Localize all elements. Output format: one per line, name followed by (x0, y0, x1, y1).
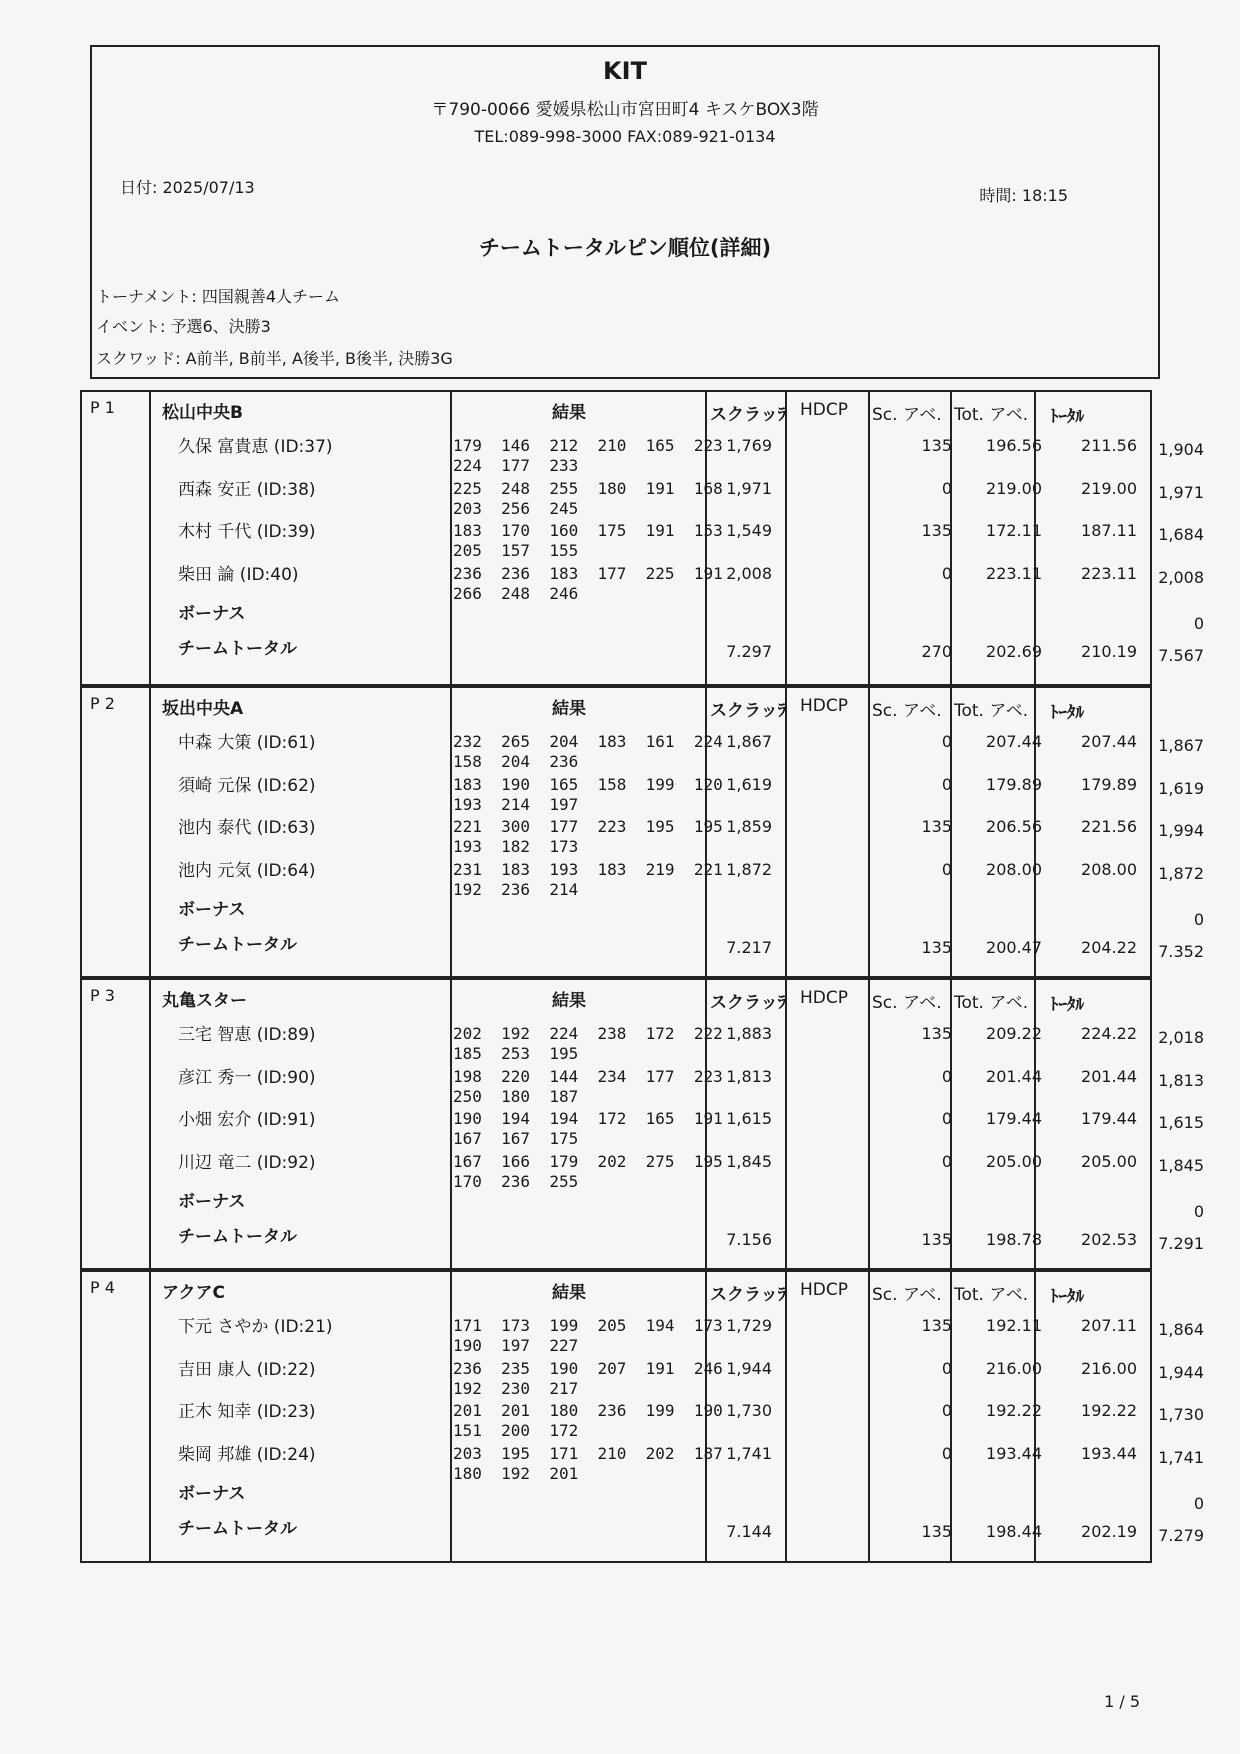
team-total-sc-avg: 202.69 (986, 642, 1042, 661)
event-info: イベント: 予選6、決勝3 (96, 317, 271, 336)
player-total: 1,730 (1158, 1405, 1204, 1424)
team-total-label: チームトータル (178, 639, 297, 659)
player-total: 2,008 (1158, 568, 1204, 587)
column-divider (450, 1272, 452, 1561)
team-name: 坂出中央A (162, 699, 244, 719)
team-total-sc-avg: 198.44 (986, 1522, 1042, 1541)
team-total-scratch: 7.144 (726, 1522, 772, 1541)
col-header-hdcp: HDCP (800, 696, 848, 716)
player-scratch: 1,729 (726, 1316, 772, 1335)
player-total: 1,615 (1158, 1113, 1204, 1132)
player-total: 1,872 (1158, 864, 1204, 883)
team-total-scratch: 7.156 (726, 1230, 772, 1249)
team-block (80, 978, 1204, 1270)
player-tot-avg: 179.89 (1081, 775, 1137, 794)
col-header-total: ﾄｰﾀﾙ (1050, 703, 1084, 723)
player-total: 1,904 (1158, 440, 1204, 459)
player-scratch: 2,008 (726, 564, 772, 583)
report-time: 時間: 18:15 (979, 186, 1068, 205)
company-address: 〒790-0066 愛媛県松山市宮田町4 キスケBOX3階 (431, 100, 819, 120)
player-game-scores: 202 192 224 238 172 222 185 253 195 (453, 1024, 723, 1063)
player-hdcp: 135 (921, 436, 952, 455)
player-hdcp: 135 (921, 521, 952, 540)
team-total-label: チームトータル (178, 935, 297, 955)
player-game-scores: 190 194 194 172 165 191 167 167 175 (453, 1109, 723, 1148)
player-hdcp: 0 (941, 1152, 952, 1171)
player-sc-avg: 192.22 (986, 1401, 1042, 1420)
page-number: 1 / 5 (1104, 1692, 1140, 1711)
player-tot-avg: 207.11 (1081, 1316, 1137, 1335)
col-header-scratch: スクラッﾗ (710, 1285, 787, 1305)
player-hdcp: 135 (921, 1024, 952, 1043)
player-sc-avg: 179.44 (986, 1109, 1042, 1128)
col-header-sc-avg: Sc. アベ. (872, 405, 942, 425)
player-name: 池内 元気 (ID:64) (178, 861, 316, 881)
player-total: 1,619 (1158, 779, 1204, 798)
report-date: 日付: 2025/07/13 (120, 178, 255, 197)
player-name: 柴田 論 (ID:40) (178, 565, 299, 585)
bonus-value: 0 (1193, 1494, 1204, 1513)
bonus-value: 0 (1193, 910, 1204, 929)
player-tot-avg: 192.22 (1081, 1401, 1137, 1420)
team-rank: P 4 (90, 1278, 115, 1297)
team-total-sc-avg: 198.78 (986, 1230, 1042, 1249)
player-name: 正木 知幸 (ID:23) (178, 1402, 316, 1422)
tournament-name: トーナメント: 四国親善4人チーム (96, 287, 341, 306)
column-divider (450, 688, 452, 976)
team-total-total: 7.567 (1158, 646, 1204, 665)
col-header-sc-avg: Sc. アベ. (872, 701, 942, 721)
player-name: 中森 大策 (ID:61) (178, 733, 316, 753)
player-scratch: 1,730 (726, 1401, 772, 1420)
player-total: 1,867 (1158, 736, 1204, 755)
column-divider (450, 392, 452, 684)
player-sc-avg: 207.44 (986, 732, 1042, 751)
player-hdcp: 0 (941, 732, 952, 751)
player-game-scores: 236 235 190 207 191 246 192 230 217 (453, 1359, 723, 1398)
team-total-hdcp: 135 (921, 1522, 952, 1541)
col-header-total: ﾄｰﾀﾙ (1050, 1287, 1084, 1307)
player-name: 池内 泰代 (ID:63) (178, 818, 316, 838)
player-tot-avg: 193.44 (1081, 1444, 1137, 1463)
team-total-total: 7.279 (1158, 1526, 1204, 1545)
player-scratch: 1,859 (726, 817, 772, 836)
player-tot-avg: 179.44 (1081, 1109, 1137, 1128)
player-tot-avg: 219.00 (1081, 479, 1137, 498)
player-sc-avg: 206.56 (986, 817, 1042, 836)
player-scratch: 1,615 (726, 1109, 772, 1128)
team-rank: P 2 (90, 694, 115, 713)
player-name: 西森 安正 (ID:38) (178, 480, 316, 500)
team-rank: P 3 (90, 986, 115, 1005)
player-name: 三宅 智恵 (ID:89) (178, 1025, 316, 1045)
player-hdcp: 135 (921, 1316, 952, 1335)
player-sc-avg: 192.11 (986, 1316, 1042, 1335)
col-header-total: ﾄｰﾀﾙ (1050, 407, 1084, 427)
player-game-scores: 203 195 171 210 202 187 180 192 201 (453, 1444, 723, 1483)
player-tot-avg: 223.11 (1081, 564, 1137, 583)
player-game-scores: 201 201 180 236 199 190 151 200 172 (453, 1401, 723, 1440)
player-sc-avg: 196.56 (986, 436, 1042, 455)
team-block (80, 390, 1204, 686)
col-header-results: 結果 (552, 1283, 586, 1303)
team-total-hdcp: 270 (921, 642, 952, 661)
player-scratch: 1,845 (726, 1152, 772, 1171)
player-scratch: 1,741 (726, 1444, 772, 1463)
player-hdcp: 0 (941, 1067, 952, 1086)
team-rank: P 1 (90, 398, 115, 417)
player-scratch: 1,769 (726, 436, 772, 455)
player-tot-avg: 221.56 (1081, 817, 1137, 836)
col-header-results: 結果 (552, 991, 586, 1011)
player-tot-avg: 216.00 (1081, 1359, 1137, 1378)
player-sc-avg: 201.44 (986, 1067, 1042, 1086)
company-name: KIT (603, 57, 647, 85)
col-header-scratch: スクラッﾗ (710, 993, 787, 1013)
col-header-tot-avg: Tot. アベ. (954, 405, 1029, 425)
col-header-scratch: スクラッﾗ (710, 405, 787, 425)
team-total-sc-avg: 200.47 (986, 938, 1042, 957)
player-name: 木村 千代 (ID:39) (178, 522, 316, 542)
team-total-total: 7.291 (1158, 1234, 1204, 1253)
team-total-tot-avg: 204.22 (1081, 938, 1137, 957)
col-header-results: 結果 (552, 699, 586, 719)
player-game-scores: 183 190 165 158 199 120 193 214 197 (453, 775, 723, 814)
player-tot-avg: 187.11 (1081, 521, 1137, 540)
player-total: 1,813 (1158, 1071, 1204, 1090)
player-game-scores: 221 300 177 223 195 195 193 182 173 (453, 817, 723, 856)
squad-info: スクワッド: A前半, B前半, A後半, B後半, 決勝3G (96, 349, 453, 368)
team-total-label: チームトータル (178, 1227, 297, 1247)
player-hdcp: 0 (941, 1109, 952, 1128)
team-block (80, 1270, 1204, 1563)
team-total-tot-avg: 202.53 (1081, 1230, 1137, 1249)
player-total: 1,845 (1158, 1156, 1204, 1175)
player-sc-avg: 219.00 (986, 479, 1042, 498)
column-divider (149, 392, 151, 684)
player-scratch: 1,549 (726, 521, 772, 540)
report-title: チームトータルピン順位(詳細) (478, 236, 772, 260)
col-header-tot-avg: Tot. アベ. (954, 993, 1029, 1013)
column-divider (149, 1272, 151, 1561)
player-tot-avg: 201.44 (1081, 1067, 1137, 1086)
player-game-scores: 225 248 255 180 191 168 203 256 245 (453, 479, 723, 518)
player-scratch: 1,944 (726, 1359, 772, 1378)
bonus-label: ボーナス (178, 604, 246, 624)
player-hdcp: 0 (941, 1444, 952, 1463)
player-game-scores: 236 236 183 177 225 191 266 248 246 (453, 564, 723, 603)
player-scratch: 1,872 (726, 860, 772, 879)
col-header-hdcp: HDCP (800, 400, 848, 420)
player-name: 川辺 竜二 (ID:92) (178, 1153, 316, 1173)
bonus-value: 0 (1193, 614, 1204, 633)
player-total: 1,971 (1158, 483, 1204, 502)
team-total-scratch: 7.217 (726, 938, 772, 957)
report-header (90, 45, 1160, 379)
player-name: 小畑 宏介 (ID:91) (178, 1110, 316, 1130)
column-divider (149, 980, 151, 1268)
team-name: 丸亀スター (162, 991, 247, 1011)
company-contact: TEL:089-998-3000 FAX:089-921-0134 (474, 127, 776, 146)
col-header-total: ﾄｰﾀﾙ (1050, 995, 1084, 1015)
team-total-tot-avg: 210.19 (1081, 642, 1137, 661)
player-sc-avg: 179.89 (986, 775, 1042, 794)
col-header-tot-avg: Tot. アベ. (954, 701, 1029, 721)
player-game-scores: 171 173 199 205 194 173 190 197 227 (453, 1316, 723, 1355)
player-scratch: 1,971 (726, 479, 772, 498)
player-sc-avg: 172.11 (986, 521, 1042, 540)
team-name: アクアC (162, 1283, 225, 1303)
col-header-tot-avg: Tot. アベ. (954, 1285, 1029, 1305)
player-hdcp: 0 (941, 479, 952, 498)
player-name: 下元 さやか (ID:21) (178, 1317, 333, 1337)
col-header-hdcp: HDCP (800, 988, 848, 1008)
col-header-sc-avg: Sc. アベ. (872, 993, 942, 1013)
player-game-scores: 231 183 193 183 219 221 192 236 214 (453, 860, 723, 899)
player-game-scores: 179 146 212 210 165 223 224 177 233 (453, 436, 723, 475)
player-total: 1,864 (1158, 1320, 1204, 1339)
player-scratch: 1,883 (726, 1024, 772, 1043)
player-name: 彦江 秀一 (ID:90) (178, 1068, 316, 1088)
player-sc-avg: 209.22 (986, 1024, 1042, 1043)
team-block (80, 686, 1204, 978)
player-game-scores: 183 170 160 175 191 153 205 157 155 (453, 521, 723, 560)
team-total-tot-avg: 202.19 (1081, 1522, 1137, 1541)
bonus-label: ボーナス (178, 1484, 246, 1504)
player-sc-avg: 216.00 (986, 1359, 1042, 1378)
player-game-scores: 232 265 204 183 161 224 158 204 236 (453, 732, 723, 771)
player-tot-avg: 208.00 (1081, 860, 1137, 879)
player-sc-avg: 223.11 (986, 564, 1042, 583)
team-total-scratch: 7.297 (726, 642, 772, 661)
player-hdcp: 135 (921, 817, 952, 836)
player-tot-avg: 211.56 (1081, 436, 1137, 455)
player-name: 柴岡 邦雄 (ID:24) (178, 1445, 316, 1465)
player-game-scores: 198 220 144 234 177 223 250 180 187 (453, 1067, 723, 1106)
player-tot-avg: 207.44 (1081, 732, 1137, 751)
column-divider (149, 688, 151, 976)
player-scratch: 1,867 (726, 732, 772, 751)
column-divider (450, 980, 452, 1268)
player-total: 1,944 (1158, 1363, 1204, 1382)
player-scratch: 1,813 (726, 1067, 772, 1086)
col-header-sc-avg: Sc. アベ. (872, 1285, 942, 1305)
team-name: 松山中央B (162, 403, 243, 423)
player-tot-avg: 224.22 (1081, 1024, 1137, 1043)
player-sc-avg: 193.44 (986, 1444, 1042, 1463)
player-sc-avg: 205.00 (986, 1152, 1042, 1171)
player-name: 須崎 元保 (ID:62) (178, 776, 316, 796)
player-hdcp: 0 (941, 775, 952, 794)
player-name: 久保 富貴恵 (ID:37) (178, 437, 333, 457)
player-tot-avg: 205.00 (1081, 1152, 1137, 1171)
player-hdcp: 0 (941, 1401, 952, 1420)
team-total-hdcp: 135 (921, 938, 952, 957)
player-game-scores: 167 166 179 202 275 195 170 236 255 (453, 1152, 723, 1191)
player-hdcp: 0 (941, 564, 952, 583)
player-sc-avg: 208.00 (986, 860, 1042, 879)
bonus-value: 0 (1193, 1202, 1204, 1221)
bonus-label: ボーナス (178, 1192, 246, 1212)
team-total-total: 7.352 (1158, 942, 1204, 961)
bonus-label: ボーナス (178, 900, 246, 920)
team-total-label: チームトータル (178, 1519, 297, 1539)
player-total: 1,994 (1158, 821, 1204, 840)
player-hdcp: 0 (941, 1359, 952, 1378)
col-header-hdcp: HDCP (800, 1280, 848, 1300)
player-total: 1,684 (1158, 525, 1204, 544)
team-total-hdcp: 135 (921, 1230, 952, 1249)
player-scratch: 1,619 (726, 775, 772, 794)
player-hdcp: 0 (941, 860, 952, 879)
player-total: 2,018 (1158, 1028, 1204, 1047)
col-header-scratch: スクラッﾗ (710, 701, 787, 721)
player-total: 1,741 (1158, 1448, 1204, 1467)
player-name: 吉田 康人 (ID:22) (178, 1360, 316, 1380)
col-header-results: 結果 (552, 403, 586, 423)
